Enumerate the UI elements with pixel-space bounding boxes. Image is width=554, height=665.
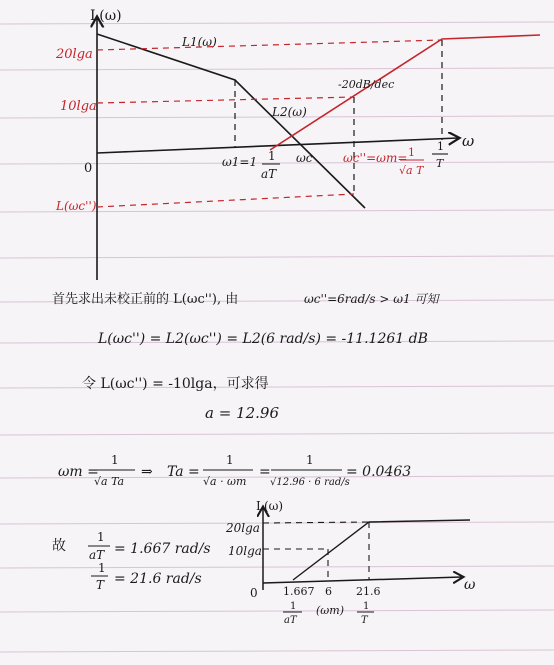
line5-f2-num: 1 <box>226 453 234 467</box>
x-axis-label: ω <box>462 132 475 150</box>
tick-at-den: aT <box>261 167 277 181</box>
level-20lga-small: 20lga <box>226 521 260 535</box>
line5-f3-den: √12.96 · 6 rad/s <box>270 477 350 488</box>
tick-wc: ωc <box>296 151 313 165</box>
y-axis-label: L(ω) <box>90 8 122 24</box>
tick-t-den: T <box>436 157 444 170</box>
line5-ta: Ta = <box>167 464 200 480</box>
tick-wm-num: 1 <box>408 146 415 159</box>
line5-arrow: ⇒ <box>141 464 153 480</box>
res1-den: aT <box>89 548 105 562</box>
level-10lga: 10lga <box>60 99 97 114</box>
curve-l2-label: L2(ω) <box>272 105 307 119</box>
res2-val: = 21.6 rad/s <box>114 571 202 587</box>
line5-f1-den: √a Ta <box>94 475 125 488</box>
guide-20lga <box>97 40 442 50</box>
tick2-sub: (ωm) <box>316 604 344 617</box>
line5-f1-num: 1 <box>111 453 119 467</box>
bode-plot-main <box>55 8 540 280</box>
x-axis-small <box>263 577 462 583</box>
y-axis-label-small: L(ω) <box>256 499 284 513</box>
compensator-curve <box>270 35 540 150</box>
guide-lwc <box>97 194 354 207</box>
res2-den: T <box>96 578 105 592</box>
line3-text: 令 L(ωc'') = -10lga，可求得 <box>82 376 269 392</box>
line5-result: = 0.0463 <box>346 464 412 480</box>
curve-l1 <box>97 34 365 208</box>
gu-label: 故 <box>52 538 66 554</box>
tick1-small: 1.667 <box>283 585 315 598</box>
tick1-sub-den: aT <box>284 615 297 626</box>
line5-f2-den: √a · ωm <box>203 475 247 488</box>
tick-wm-den: √a T <box>399 164 424 177</box>
res1-val: = 1.667 rad/s <box>114 541 211 557</box>
compensator-curve-small <box>293 520 470 580</box>
level-20lga: 20lga <box>56 47 93 62</box>
line4-text: a = 12.96 <box>205 404 279 422</box>
tick-t-num: 1 <box>437 140 444 153</box>
tick-w1: ω1=1 <box>222 155 258 169</box>
level-10lga-small: 10lga <box>228 544 262 558</box>
line5-lhs: ωm = <box>58 464 99 480</box>
tick3-sub-den: T <box>361 615 368 626</box>
slope-label: -20dB/dec <box>338 78 395 91</box>
guide-10lga <box>97 97 354 103</box>
tick-at-num: 1 <box>268 149 276 163</box>
line5-eq: = <box>259 464 271 480</box>
bode-plot-small <box>225 499 476 626</box>
line5-f3-num: 1 <box>306 453 314 467</box>
origin-small: 0 <box>250 586 258 600</box>
tick-wm: ωc''=ωm= <box>343 151 408 165</box>
origin-label: 0 <box>84 161 93 176</box>
line2-text: L(ωc'') = L2(ωc'') = L2(6 rad/s) = -11.1261 dB <box>98 331 428 347</box>
tick1-sub-num: 1 <box>290 601 297 612</box>
curve-l1-label: L1(ω) <box>182 35 217 49</box>
line1-text: 首先求出未校正前的 L(ωc''), 由 <box>52 292 239 307</box>
line1-condition: ωc''=6rad/s > ω1 可知 <box>304 292 439 306</box>
guide-20lga-small <box>263 522 369 523</box>
x-axis-label-small: ω <box>464 577 476 593</box>
tick3-small: 21.6 <box>356 585 381 598</box>
tick2-small: 6 <box>325 585 332 598</box>
res2-num: 1 <box>98 561 106 575</box>
level-lwc: L(ωc'') <box>56 199 97 213</box>
tick3-sub-num: 1 <box>363 601 370 612</box>
res1-num: 1 <box>97 530 105 544</box>
